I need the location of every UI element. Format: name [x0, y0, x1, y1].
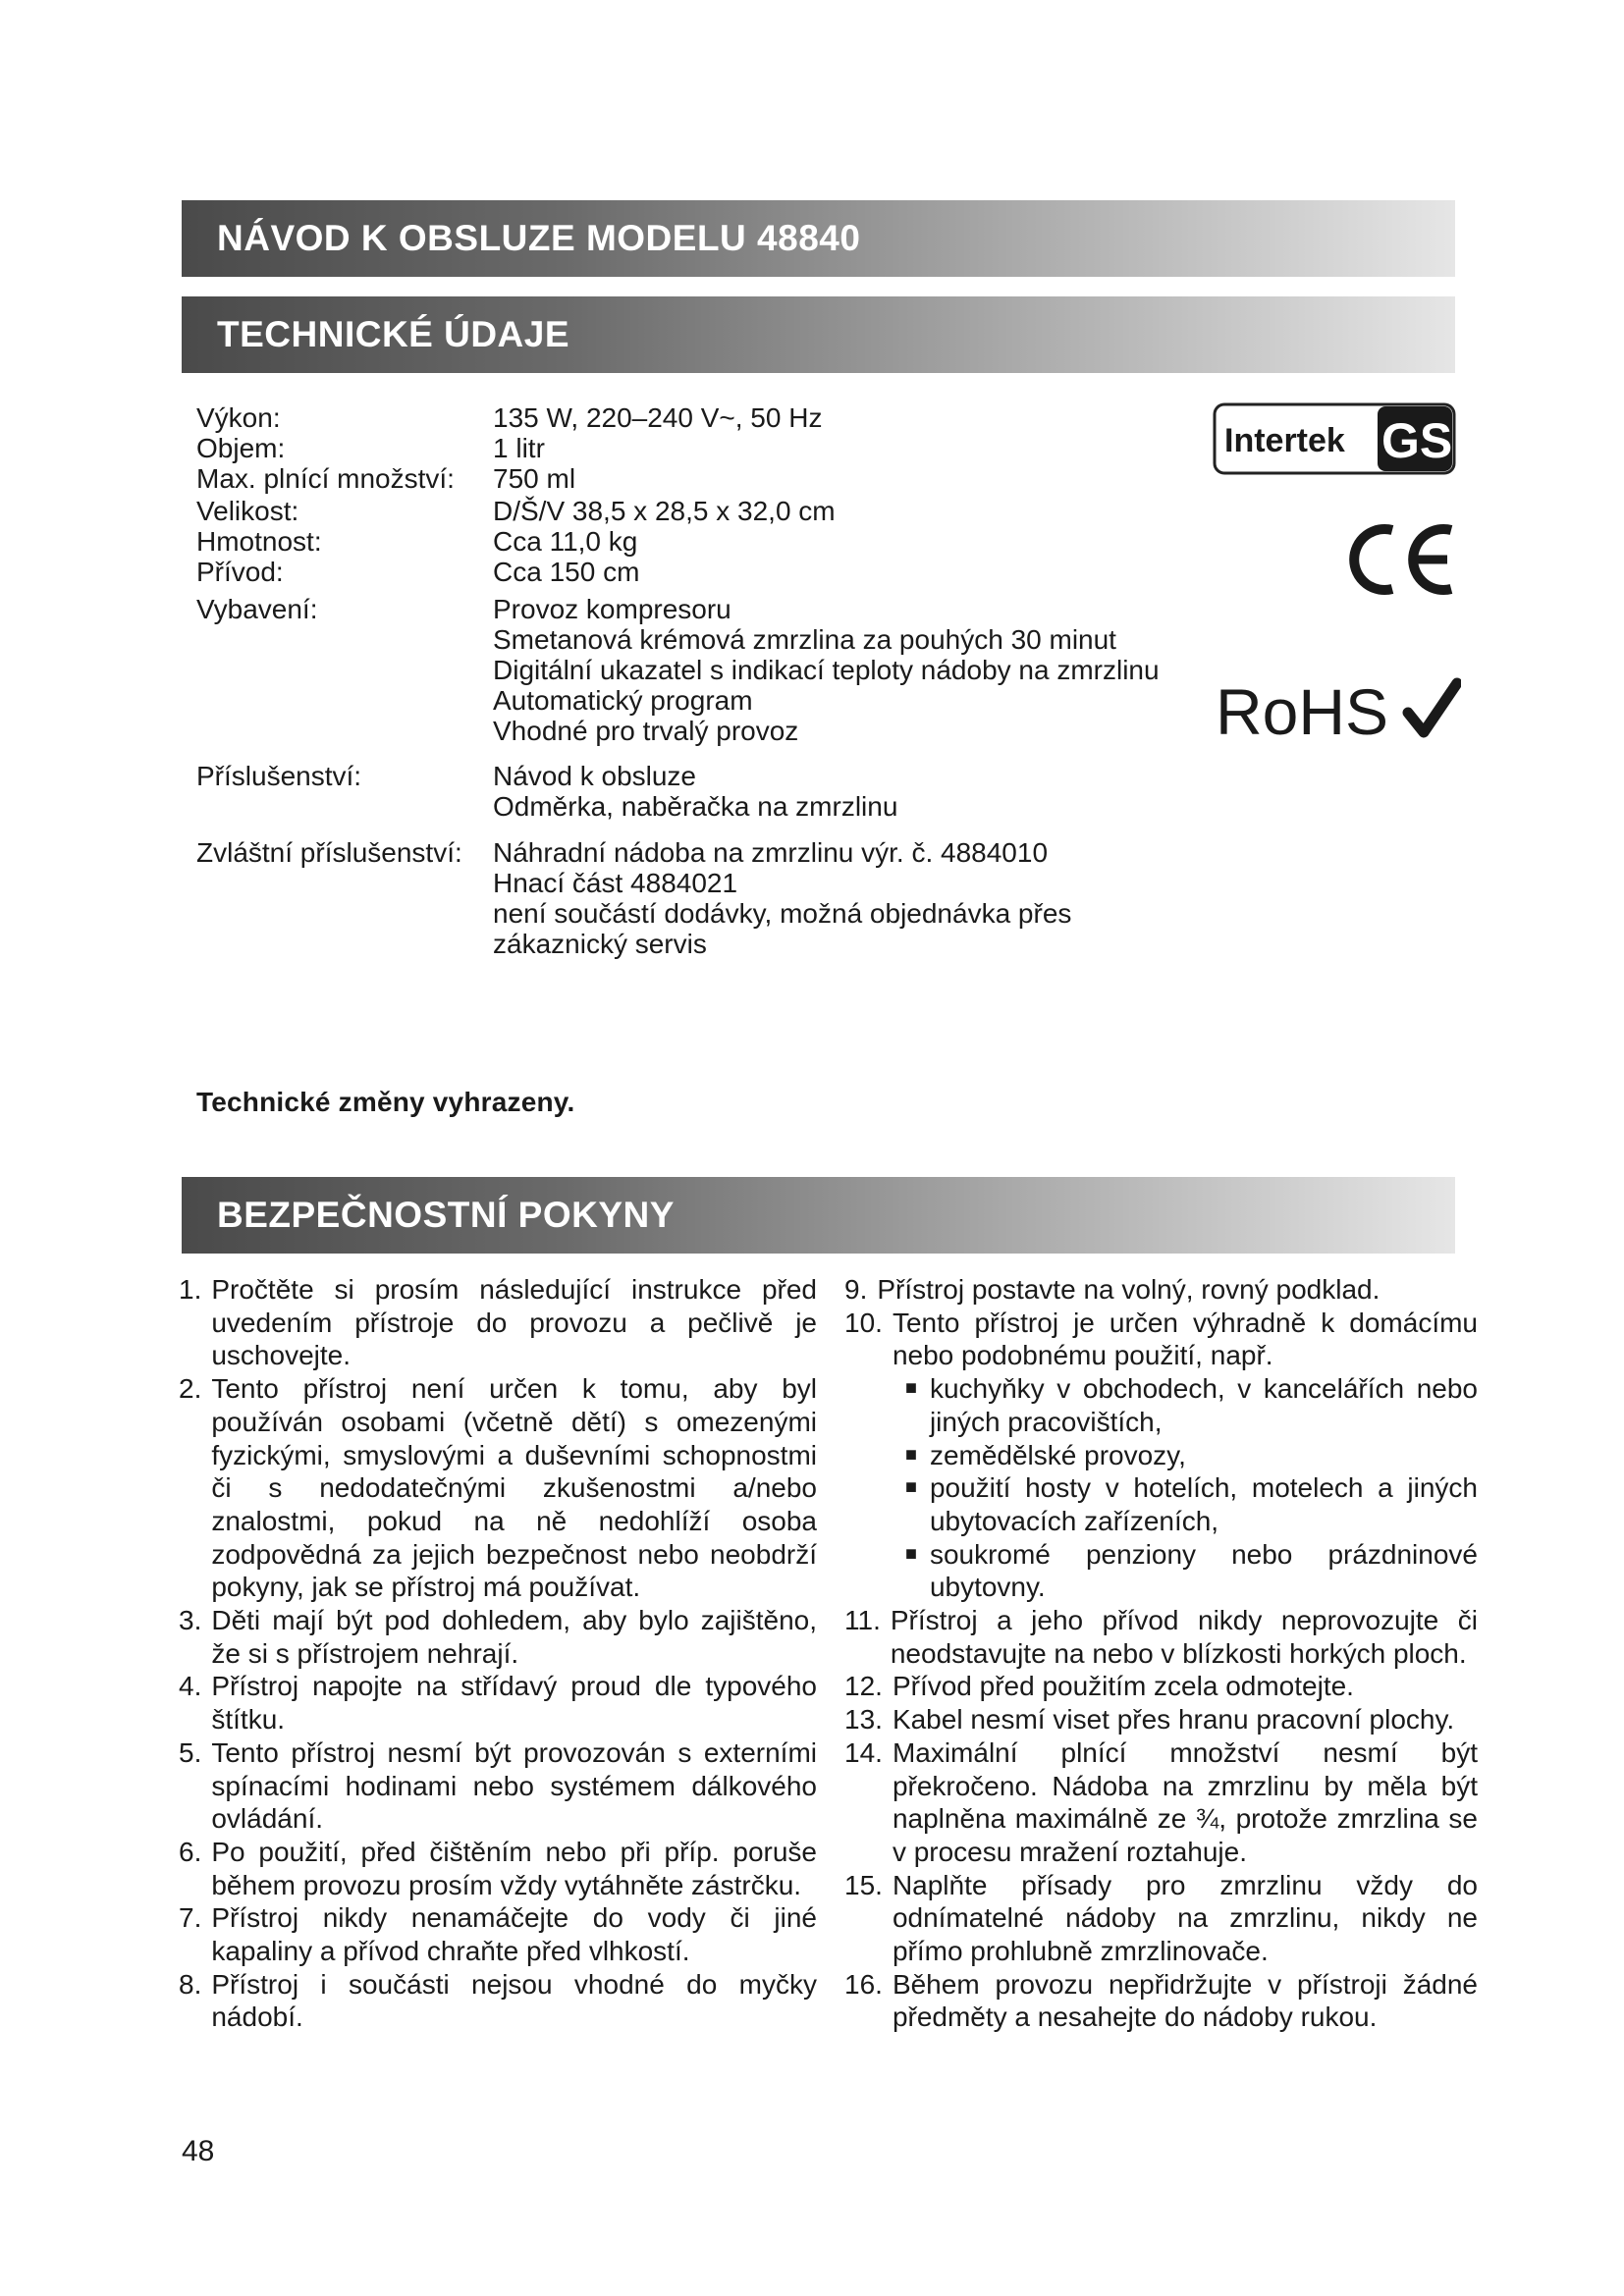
spec-value-line: Cca 150 cm — [493, 557, 640, 587]
item-body — [211, 1836, 817, 1901]
item-body — [211, 1736, 817, 1836]
bullet-icon: ■ — [904, 1443, 917, 1466]
item-text: Přístroj napojte na střídavý proud dle typového štítku. — [211, 1671, 817, 1735]
page-number: 48 — [182, 2135, 215, 2167]
spec-value-line: D/Š/V 38,5 x 28,5 x 32,0 cm — [493, 496, 836, 526]
item-body — [891, 1604, 1478, 1670]
spec-row — [196, 557, 1218, 587]
safety-list-right-column — [844, 1273, 1478, 2034]
item-number: 13. — [844, 1704, 883, 1735]
spec-label: Max. plnící množství: — [196, 463, 455, 494]
spec-value-line: 135 W, 220–240 V~, 50 Hz — [493, 402, 823, 433]
spec-label: Zvláštní příslušenství: — [196, 837, 462, 868]
spec-row — [196, 837, 1218, 959]
item-text: Přístroj postavte na volný, rovný podklad. — [877, 1274, 1380, 1305]
item-body — [211, 1273, 817, 1372]
safety-instructions-header-bar — [182, 1177, 1455, 1254]
item-number: 8. — [179, 1968, 202, 2000]
item-body — [893, 1736, 1478, 1869]
spec-value-line: Cca 11,0 kg — [493, 526, 638, 557]
spec-values — [493, 594, 1218, 746]
spec-value-line: Náhradní nádoba na zmrzlinu výr. č. 4884010 — [493, 837, 1049, 868]
safety-item — [844, 1604, 1478, 1670]
spec-value-line: Hnací část 4884021 — [493, 868, 738, 898]
safety-item — [844, 1736, 1478, 1869]
item-text: Přívod před použitím zcela odmotejte. — [892, 1671, 1354, 1702]
spec-value-line: 750 ml — [493, 463, 576, 494]
specifications-table — [196, 402, 1218, 959]
sub-item — [893, 1372, 1478, 1438]
item-body — [211, 1968, 817, 2034]
sub-item-text: soukromé penziony nebo prázdninové ubytovny. — [929, 1538, 1478, 1603]
safety-instructions-heading: BEZPEČNOSTNÍ POKYNY — [217, 1195, 675, 1235]
sub-item-text: použití hosty v hotelích, motelech a jiných ubytovacích zařízeních, — [929, 1472, 1478, 1536]
item-number: 1. — [179, 1274, 202, 1305]
intertek-gs-logo — [1213, 400, 1458, 477]
item-text: Naplňte přísady pro zmrzlinu vždy do odnímatelné nádoby na zmrzlinu, nikdy ne přímo prohlubně zmrzlinovače. — [892, 1869, 1478, 1967]
safety-item — [844, 1307, 1478, 1604]
item-number: 14. — [844, 1736, 883, 1768]
sub-item-text: kuchyňky v obchodech, v kancelářích nebo jiných pracovištích, — [929, 1373, 1478, 1437]
spec-row — [196, 526, 1218, 557]
rohs-text: RoHS — [1216, 675, 1389, 746]
safety-item — [179, 1901, 817, 1967]
safety-item — [179, 1836, 817, 1901]
spec-row — [196, 433, 1218, 463]
item-text: Po použití, před čištěním nebo při příp. poruše během provozu prosím vždy vytáhněte zástrčku. — [211, 1836, 817, 1900]
spec-label: Příslušenství: — [196, 761, 362, 791]
item-body — [893, 1703, 1478, 1736]
item-text: Pročtěte si prosím následující instrukce před uvedením přístroje do provozu a pečlivě je uschovejte. — [211, 1274, 817, 1371]
item-body — [893, 1968, 1478, 2034]
spec-values — [493, 557, 1218, 587]
technical-changes-note: Technické změny vyhrazeny. — [196, 1087, 575, 1117]
spec-values — [493, 761, 1218, 822]
spec-value-line: 1 litr — [493, 433, 545, 463]
spec-values — [493, 463, 1218, 494]
manual-title-bar — [182, 200, 1455, 277]
safety-item — [844, 1968, 1478, 2034]
spec-value-line: zákaznický servis — [493, 929, 707, 959]
safety-item — [179, 1372, 817, 1604]
spec-row — [196, 463, 1218, 494]
safety-item — [179, 1604, 817, 1670]
spec-label: Vybavení: — [196, 594, 318, 624]
item-text: Kabel nesmí viset přes hranu pracovní plochy. — [892, 1704, 1455, 1735]
intertek-text: Intertek — [1224, 422, 1345, 459]
item-text: Během provozu nepřidržujte v přístroji žádné předměty a nesahejte do nádoby rukou. — [892, 1968, 1478, 2033]
safety-item — [179, 1273, 817, 1372]
sub-item — [893, 1439, 1478, 1472]
item-body — [211, 1604, 817, 1670]
item-number: 3. — [179, 1605, 202, 1636]
spec-label: Přívod: — [196, 557, 284, 587]
item-text: Tento přístroj nesmí být provozován s externími spínacími hodinami nebo systémem dálkového ovládání. — [211, 1736, 817, 1835]
item-number: 4. — [179, 1671, 202, 1702]
ce-mark-logo — [1345, 520, 1458, 599]
item-body — [877, 1273, 1478, 1307]
spec-value-line: Digitální ukazatel s indikací teploty nádoby na zmrzlinu — [493, 655, 1160, 685]
rohs-logo — [1216, 671, 1461, 746]
item-body — [893, 1307, 1478, 1604]
spec-row — [196, 496, 1218, 526]
item-body — [211, 1670, 817, 1735]
spec-label: Hmotnost: — [196, 526, 322, 557]
bullet-icon: ■ — [904, 1377, 917, 1400]
item-text: Přístroj a jeho přívod nikdy neprovozujte či neodstavujte na nebo v blízkosti horkých ploch. — [890, 1605, 1478, 1669]
bullet-icon: ■ — [904, 1542, 917, 1565]
item-text: Maximální plnící množství nesmí být překročeno. Nádoba na zmrzlinu by měla být naplněna maximálně ze ¾, protože zmrzlina se v procesu mražení roztahuje. — [892, 1736, 1478, 1867]
bullet-icon: ■ — [904, 1476, 917, 1499]
item-body — [211, 1901, 817, 1967]
item-body — [893, 1869, 1478, 1968]
spec-label: Objem: — [196, 433, 286, 463]
spec-values — [493, 433, 1218, 463]
spec-value-line: Vhodné pro trvalý provoz — [493, 716, 799, 746]
item-body — [211, 1372, 817, 1604]
safety-item — [844, 1670, 1478, 1703]
sub-item — [893, 1538, 1478, 1604]
item-number: 7. — [179, 1902, 202, 1934]
technical-data-heading: TECHNICKÉ ÚDAJE — [217, 314, 570, 354]
manual-title: NÁVOD K OBSLUZE MODELU 48840 — [217, 218, 861, 258]
item-number: 6. — [179, 1836, 202, 1867]
item-text: Přístroj i součásti nejsou vhodné do myčky nádobí. — [211, 1968, 817, 2033]
spec-value-line: Návod k obsluze — [493, 761, 697, 791]
spec-row — [196, 761, 1218, 822]
spec-values — [493, 402, 1218, 433]
safety-item — [844, 1273, 1478, 1307]
item-number: 2. — [179, 1373, 202, 1405]
spec-label: Výkon: — [196, 402, 281, 433]
item-text: Tento přístroj je určen výhradně k domácímu nebo podobnému použití, např. — [892, 1307, 1478, 1371]
item-number: 5. — [179, 1736, 202, 1768]
item-text: Přístroj nikdy nenamáčejte do vody či jiné kapaliny a přívod chraňte před vlhkostí. — [211, 1902, 817, 1967]
item-number: 15. — [844, 1869, 883, 1900]
safety-item — [844, 1703, 1478, 1736]
spec-values — [493, 526, 1218, 557]
spec-row — [196, 402, 1218, 433]
spec-values — [493, 496, 1218, 526]
safety-item — [179, 1968, 817, 2034]
spec-row — [196, 594, 1218, 746]
safety-list-left-column — [179, 1273, 817, 2034]
safety-item — [179, 1670, 817, 1735]
spec-values — [493, 837, 1218, 959]
sub-item-text: zemědělské provozy, — [929, 1439, 1186, 1470]
spec-value-line: Odměrka, naběračka na zmrzlinu — [493, 791, 898, 822]
spec-value-line: není součástí dodávky, možná objednávka přes — [493, 898, 1072, 929]
item-number: 10. — [844, 1307, 883, 1338]
item-body — [893, 1670, 1478, 1703]
item-number: 9. — [844, 1274, 868, 1305]
item-text: Děti mají být pod dohledem, aby bylo zajištěno, že si s přístrojem nehrají. — [211, 1605, 817, 1669]
technical-data-header-bar — [182, 296, 1455, 373]
item-number: 12. — [844, 1671, 883, 1702]
sub-item — [893, 1471, 1478, 1537]
spec-value-line: Smetanová krémová zmrzlina za pouhých 30 minut — [493, 624, 1116, 655]
item-text: Tento přístroj není určen k tomu, aby byl používán osobami (včetně dětí) s omezenými fyzickými, smyslovými a duševními schopnostmi či s nedodatečnými zkušenostmi a/nebo znalostmi, pokud na ně nedohlíží osoba zodpovědná za jejich bezpečnost nebo neobdrží pokyny, jak se přístroj má používat. — [211, 1373, 817, 1603]
item-number: 11. — [844, 1605, 881, 1636]
item-number: 16. — [844, 1968, 883, 2000]
spec-label: Velikost: — [196, 496, 299, 526]
safety-item — [179, 1736, 817, 1836]
gs-text: GS — [1381, 413, 1453, 468]
spec-value-line: Automatický program — [493, 685, 753, 716]
safety-item — [844, 1869, 1478, 1968]
spec-value-line: Provoz kompresoru — [493, 594, 731, 624]
